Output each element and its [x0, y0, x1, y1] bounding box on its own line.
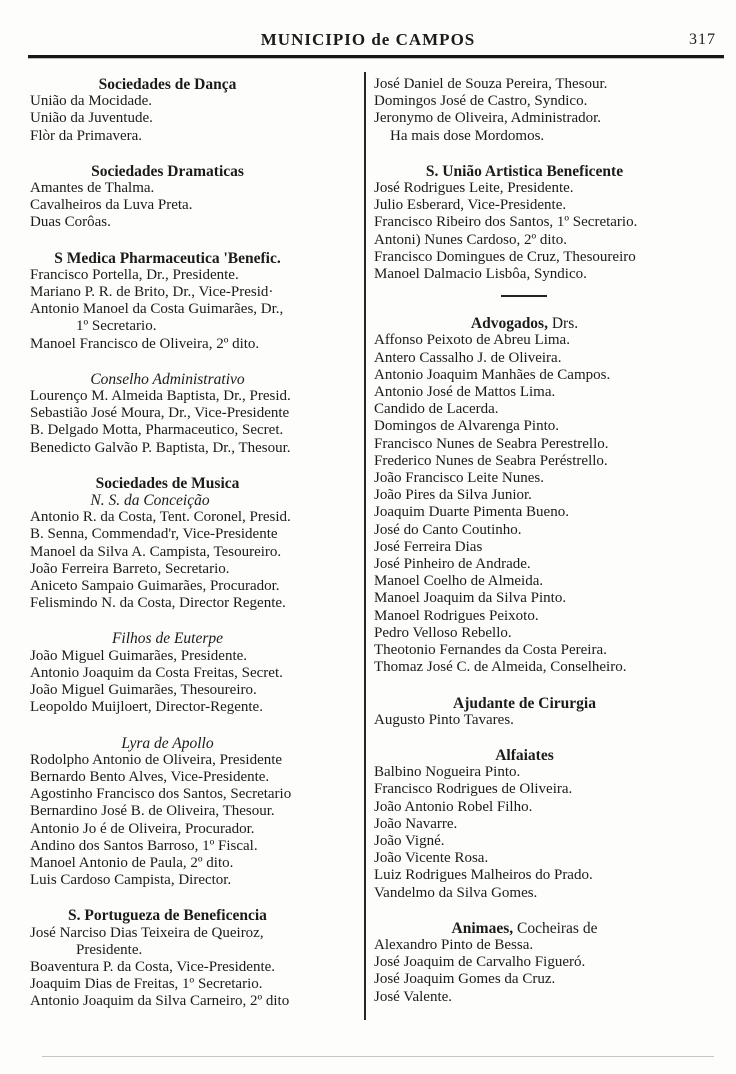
entry-line: Cavalheiros da Luva Preta.: [30, 197, 193, 214]
entry-line: Boaventura P. da Costa, Vice-Presidente.: [30, 958, 276, 975]
entry-line: Balbino Nogueira Pinto.: [374, 764, 521, 781]
entry-line: Sebastião José Moura, Dr., Vice-Presidente: [30, 405, 290, 422]
right-column: [360, 74, 730, 1006]
section-subheading: N. S. da Conceição: [90, 492, 210, 510]
section-heading-text: Filhos de Euterpe: [111, 630, 224, 648]
entry-line: Antonio R. da Costa, Tent. Coronel, Presid.: [30, 509, 291, 526]
page-title: MUNICIPIO de CAMPOS: [260, 30, 476, 49]
section-heading: [374, 695, 730, 712]
entry-line: Jeronymo de Oliveira, Administrador.: [374, 110, 602, 127]
directory-section: [30, 475, 360, 613]
entry-line: Affonso Peixoto de Abreu Lima.: [374, 332, 570, 349]
entry-line: Duas Corôas.: [30, 214, 111, 231]
entry-line: Ha mais dose Mordomos.: [390, 127, 545, 144]
entry-line: João Vigné.: [374, 832, 445, 849]
entry-line: Antonio Joaquim da Silva Carneiro, 2º dito: [30, 993, 290, 1010]
entry-line: Felismindo N. da Costa, Director Regente.: [30, 595, 286, 612]
entry-line: Manoel Coelho de Almeida.: [374, 573, 544, 590]
section-heading-text: Sociedades de Dança: [98, 76, 237, 93]
entry-line: José Pinheiro de Andrade.: [374, 556, 531, 573]
entry-line: Lourenço M. Almeida Baptista, Dr., Presid.: [30, 388, 291, 405]
section-heading: [374, 747, 730, 764]
entry-line: Leopoldo Muijloert, Director-Regente.: [30, 699, 263, 716]
section-heading-suffix: Cocheiras de: [513, 919, 598, 937]
section-heading-text: Ajudante de Cirurgia: [453, 694, 596, 712]
entry-line: Manoel da Silva A. Campista, Tesoureiro.: [30, 543, 282, 560]
section-heading-text: S Medica Pharmaceutica 'Benefic.: [54, 249, 281, 267]
page-number: 317: [689, 31, 716, 48]
entry-line: Manoel Joaquim da Silva Pinto.: [374, 590, 567, 607]
section-heading-text: Sociedades Dramaticas: [91, 162, 244, 180]
entry-line: Luis Cardoso Campista, Director.: [30, 872, 232, 889]
entry-line: Antonio Jo é de Oliveira, Procurador.: [30, 820, 255, 837]
section-heading-text: Lyra de Apollo: [121, 734, 214, 752]
entry-line: Mariano P. R. de Brito, Dr., Vice-Presid·: [30, 284, 274, 301]
section-heading-text: Alfaiates: [495, 746, 554, 764]
entry-line: Alexandro Pinto de Bessa.: [374, 936, 534, 953]
entry-line: Francisco Ribeiro dos Santos, 1º Secretario.: [374, 214, 638, 231]
entry-line: José do Canto Coutinho.: [374, 521, 522, 538]
entry-line: Candido de Lacerda.: [374, 401, 499, 418]
directory-section: [374, 747, 730, 902]
directory-section: [374, 920, 730, 1006]
entry-line: José Valente.: [374, 988, 453, 1005]
entry-line: Vandelmo da Silva Gomes.: [374, 884, 538, 901]
entry-line: União da Juventude.: [30, 110, 153, 127]
section-heading: [30, 371, 360, 388]
entry-line: Amantes de Thalma.: [30, 180, 155, 197]
section-heading: [30, 76, 360, 93]
section-heading: [374, 315, 730, 332]
entry-line: Bernardo Bento Alves, Vice-Presidente.: [30, 768, 270, 785]
entry-line: Antonio Joaquim Manhães de Campos.: [374, 366, 611, 383]
left-column: [30, 74, 360, 1011]
section-heading: [30, 630, 360, 647]
entry-line: José Ferreira Dias: [374, 538, 483, 555]
entry-line: Julio Esberard, Vice-Presidente.: [374, 197, 567, 214]
entry-line: Francisco Rodrigues de Oliveira.: [374, 781, 573, 798]
entry-line: Pedro Velloso Rebello.: [374, 624, 512, 641]
entry-line: Joaquim Dias de Freitas, 1º Secretario.: [30, 976, 263, 993]
directory-section: [30, 250, 360, 353]
section-heading-suffix: Drs.: [547, 315, 579, 333]
entry-line: João Antonio Robel Filho.: [374, 798, 533, 815]
section-heading-text: S. União Artistica Beneficente: [425, 162, 624, 180]
entry-line: B. Delgado Motta, Pharmaceutico, Secret.: [30, 422, 284, 439]
directory-section: [374, 695, 730, 729]
entry-line: Andino dos Santos Barroso, 1º Fiscal.: [30, 837, 258, 854]
bottom-rule: [42, 1056, 714, 1057]
section-heading-text: Sociedades de Musica: [95, 474, 240, 492]
directory-section: [374, 315, 730, 676]
entry-line: Domingos José de Castro, Syndico.: [374, 93, 588, 110]
entry-line: Domingos de Alvarenga Pinto.: [374, 418, 559, 435]
entry-line: Francisco Nunes de Seabra Perestrello.: [374, 435, 609, 452]
entry-line: Manoel Antonio de Paula, 2º dito.: [30, 854, 234, 871]
entry-line: João Miguel Guimarães, Presidente.: [30, 647, 248, 664]
section-heading-text: S. Portugueza de Beneficencia: [68, 907, 267, 925]
entry-line: José Daniel de Souza Pereira, Thesour.: [374, 76, 608, 92]
entry-line: B. Senna, Commendad'r, Vice-Presidente: [30, 526, 278, 543]
directory-section: [30, 371, 360, 457]
entry-line: Agostinho Francisco dos Santos, Secretario: [30, 786, 292, 803]
entry-line: Flòr da Primavera.: [30, 127, 143, 144]
entry-line: Augusto Pinto Tavares.: [374, 711, 514, 728]
entry-line: Antonio Manoel da Costa Guimarães, Dr.,: [30, 301, 284, 318]
section-heading: [30, 735, 360, 752]
section-heading: [374, 163, 730, 180]
entry-line: Antero Cassalho J. de Oliveira.: [374, 349, 562, 366]
entry-line: João Navarre.: [374, 815, 458, 832]
directory-section: [30, 163, 360, 232]
directory-section: [374, 163, 730, 297]
entry-line: José Joaquim Gomes da Cruz.: [374, 971, 556, 988]
entry-line: João Pires da Silva Junior.: [374, 487, 532, 504]
section-heading-text: Animaes,: [451, 919, 514, 937]
columns-container: [30, 74, 730, 1011]
section-heading: [30, 475, 360, 492]
entry-line: Francisco Domingues de Cruz, Thesoureiro: [374, 248, 636, 265]
entry-line: José Rodrigues Leite, Presidente.: [374, 180, 574, 197]
entry-line: Antonio Joaquim da Costa Freitas, Secret.: [30, 664, 283, 681]
entry-line: José Joaquim de Carvalho Figueró.: [374, 954, 586, 971]
directory-section: [374, 76, 730, 145]
section-heading-text: Advogados,: [470, 315, 548, 333]
entry-line: Manoel Dalmacio Lisbôa, Syndico.: [374, 266, 587, 283]
entry-line: Thomaz José C. de Almeida, Conselheiro.: [374, 659, 627, 676]
section-heading-text: Conselho Administrativo: [90, 370, 245, 388]
section-heading: [30, 907, 360, 924]
entry-line: Francisco Portella, Dr., Presidente.: [30, 266, 239, 283]
directory-section: [30, 735, 360, 890]
entry-line: João Francisco Leite Nunes.: [374, 470, 544, 487]
section-heading: [374, 920, 730, 937]
directory-section: [30, 76, 360, 145]
entry-line: Rodolpho Antonio de Oliveira, Presidente: [30, 751, 283, 768]
entry-line: Antonio José de Mattos Lima.: [374, 384, 556, 401]
entry-line: João Ferreira Barreto, Secretario.: [30, 560, 230, 577]
entry-line: Aniceto Sampaio Guimarães, Procurador.: [30, 578, 280, 595]
entry-line: Frederico Nunes de Seabra Peréstrello.: [374, 452, 608, 469]
entry-line: João Miguel Guimarães, Thesoureiro.: [30, 682, 257, 699]
entry-line: Benedicto Galvão P. Baptista, Dr., Thesour.: [30, 439, 291, 456]
entry-line: Antoni) Nunes Cardoso, 2º dito.: [374, 231, 567, 248]
entry-line: 1º Secretario.: [76, 318, 157, 335]
entry-line: Manoel Rodrigues Peixoto.: [374, 607, 539, 624]
directory-section: [30, 630, 360, 716]
entry-line: União da Mocidade.: [30, 93, 153, 110]
section-heading: [30, 250, 360, 267]
entry-line: Manoel Francisco de Oliveira, 2º dito.: [30, 335, 260, 352]
entry-line: José Narciso Dias Teixeira de Queiroz,: [30, 924, 264, 941]
section-divider-rule: [501, 295, 547, 297]
entry-line: Luiz Rodrigues Malheiros do Prado.: [374, 867, 593, 884]
section-heading: [30, 163, 360, 180]
directory-section: [30, 907, 360, 1010]
entry-line: Theotonio Fernandes da Costa Pereira.: [374, 642, 607, 659]
header-rule: [28, 55, 724, 58]
entry-line: Presidente.: [76, 941, 143, 958]
entry-line: Bernardino José B. de Oliveira, Thesour.: [30, 803, 275, 820]
entry-line: João Vicente Rosa.: [374, 850, 489, 867]
entry-line: Joaquim Duarte Pimenta Bueno.: [374, 504, 569, 521]
